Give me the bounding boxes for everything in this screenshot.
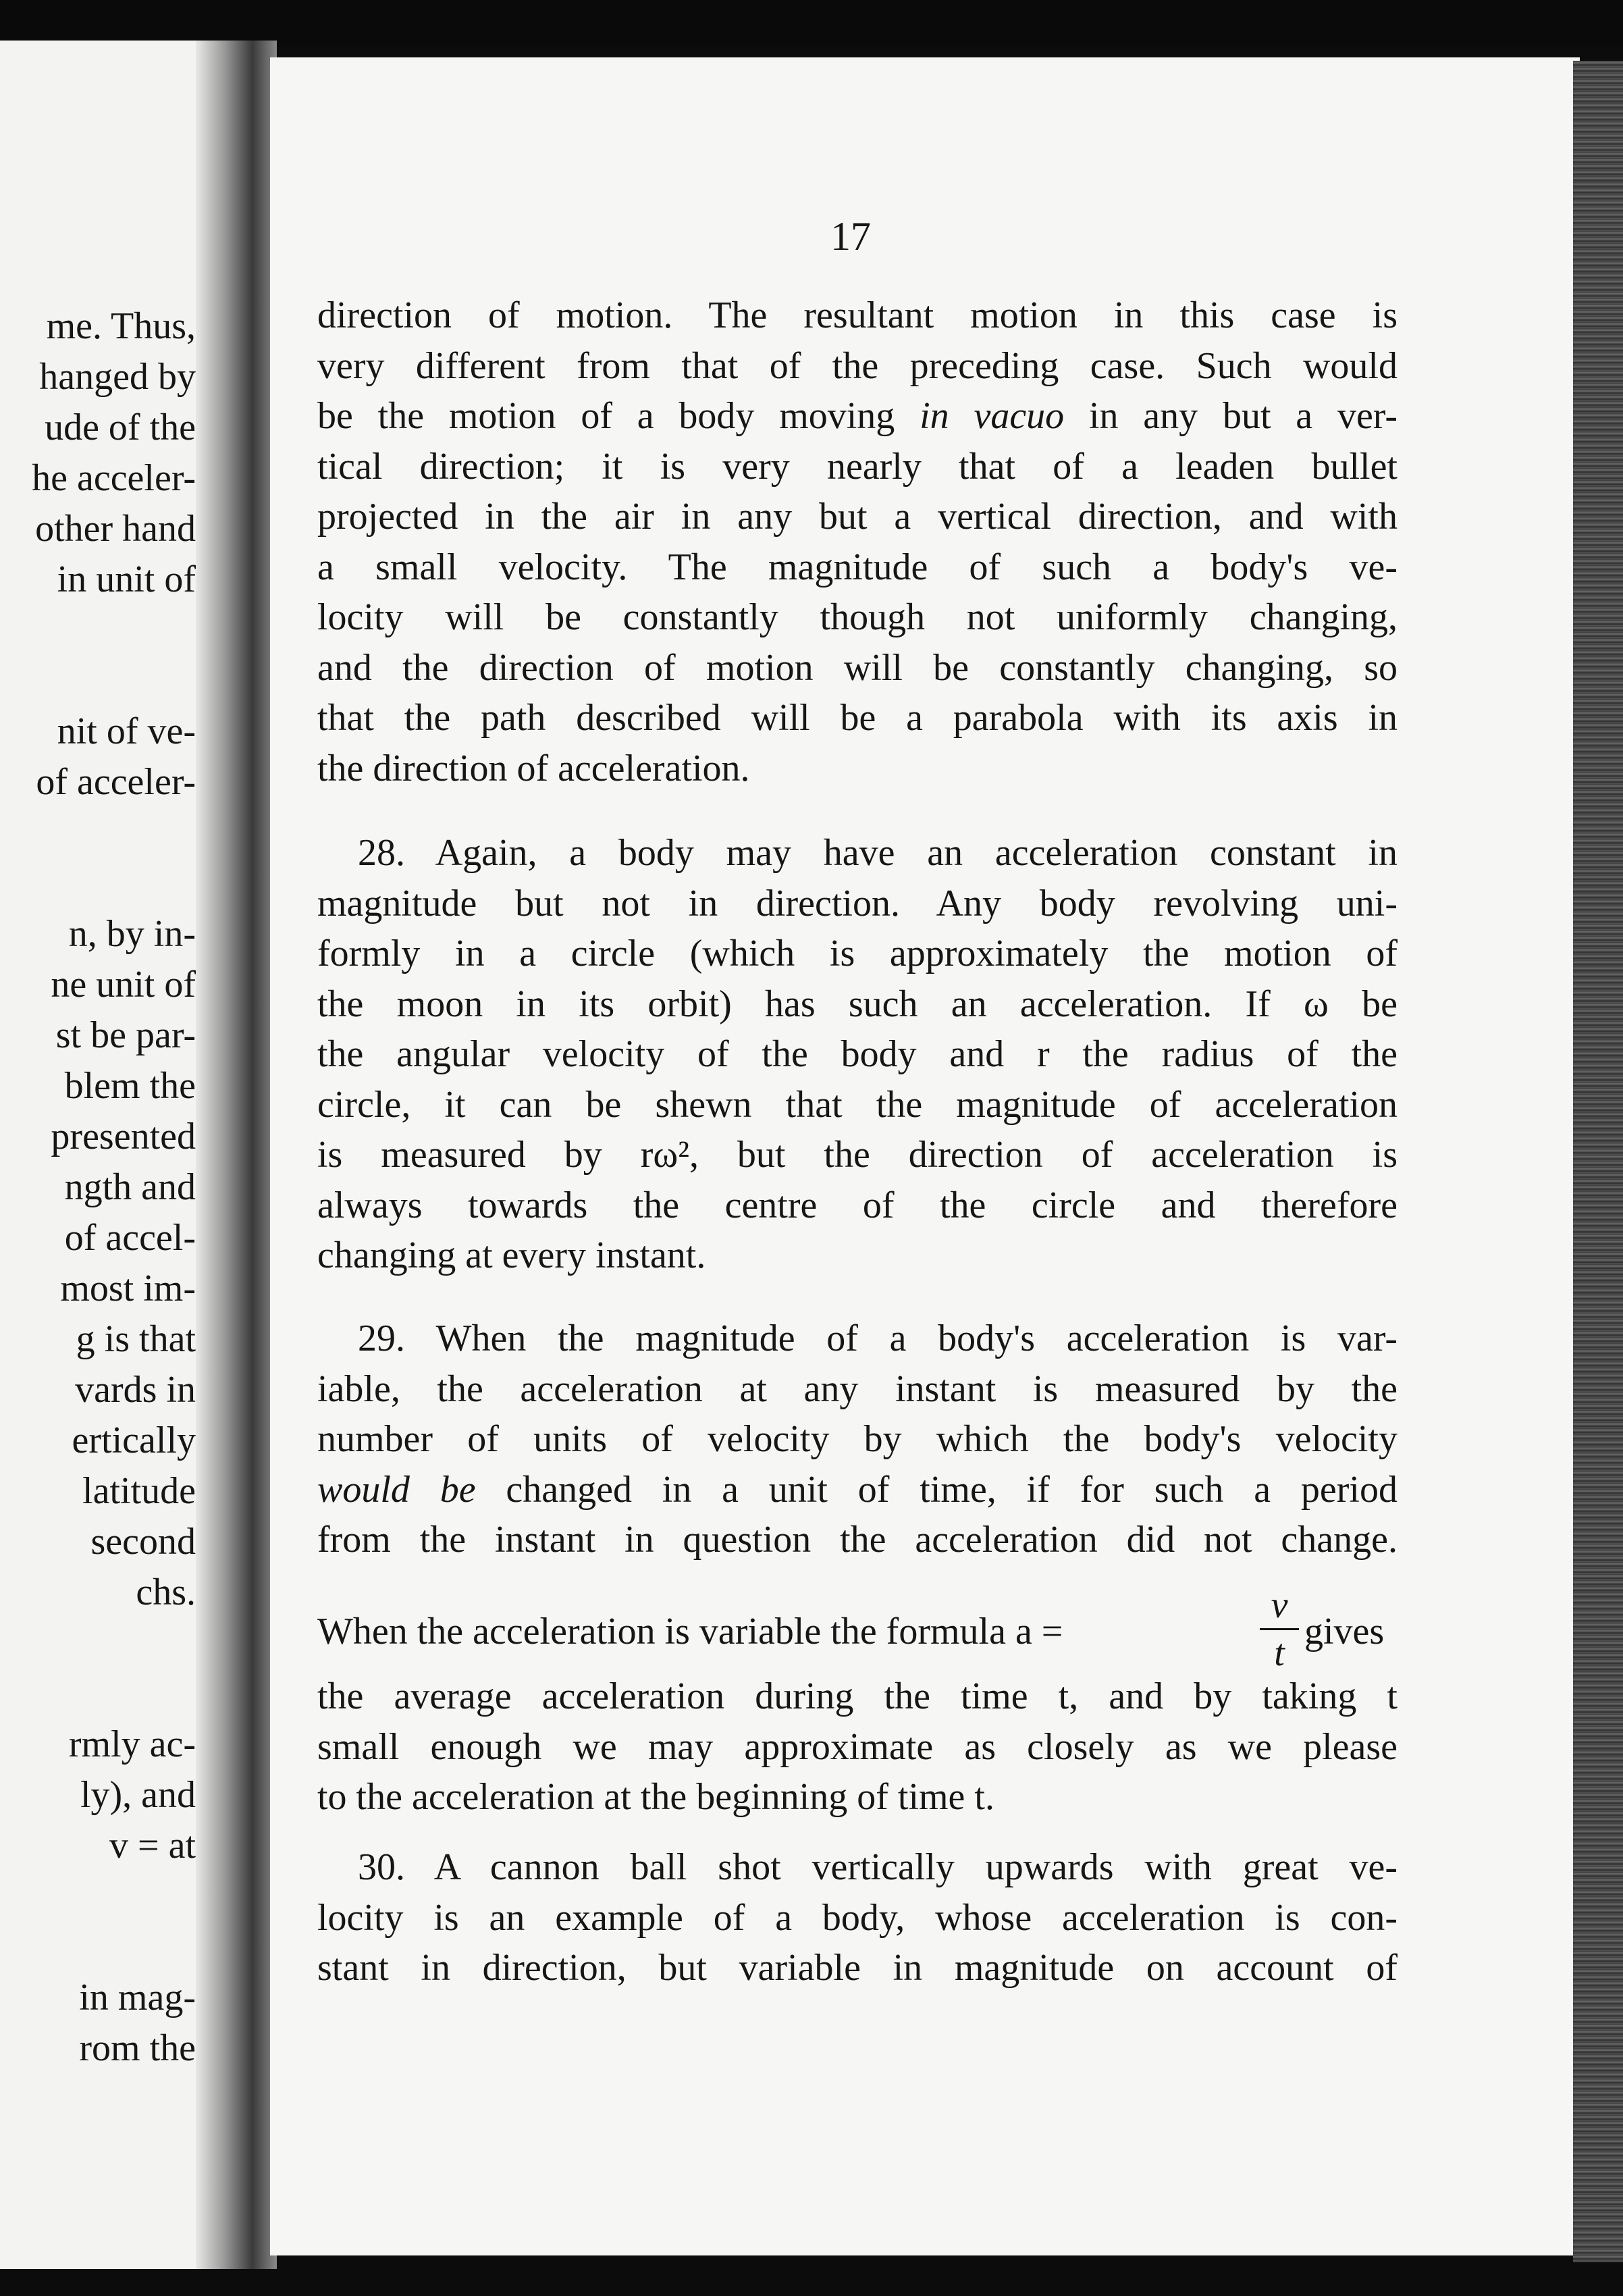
text-line: changing at every instant.: [317, 1234, 706, 1276]
facing-page-line: in unit of: [57, 558, 196, 600]
facing-page-line: most im-: [60, 1268, 196, 1309]
text-line: small enough we may approximate as closely as we please: [317, 1725, 1398, 1768]
facing-page-line: in mag-: [79, 1977, 196, 2018]
text-line: that the path described will be a parabola with its axis in: [317, 697, 1398, 739]
book-gutter: [196, 41, 277, 2269]
facing-page-line: of accel-: [64, 1217, 196, 1259]
formula-line: [317, 1570, 1398, 1685]
text-line: and the direction of motion will be constantly changing, so: [317, 646, 1398, 689]
facing-page-line: he acceler-: [32, 457, 196, 499]
text-segment: changed in a unit of time, if for such a period: [475, 1468, 1398, 1511]
facing-page-line: rom the: [79, 2027, 196, 2069]
facing-page-line: rmly ac-: [68, 1723, 196, 1765]
formula-lead-text: When the acceleration is variable the formula a =: [317, 1611, 1063, 1652]
facing-page-line: ngth and: [64, 1166, 196, 1208]
text-line: the average acceleration during the time t, and by taking t: [317, 1675, 1398, 1717]
text-segment: in any but a ver-: [1064, 395, 1398, 437]
facing-page-line: other hand: [35, 508, 196, 550]
text-line: [317, 1465, 1398, 1515]
text-line: magnitude but not in direction. Any body revolving uni-: [317, 882, 1398, 924]
facing-page-line: v = at: [109, 1825, 196, 1867]
text-line: formly in a circle (which is approximately the motion of: [317, 933, 1398, 974]
paragraph-28: [317, 828, 1398, 1281]
fraction-v-over-t: [1256, 1585, 1303, 1673]
text-line: a small velocity. The magnitude of such a body's ve-: [317, 546, 1398, 588]
paragraph-29: [317, 1313, 1398, 1565]
text-line: number of units of velocity by which the body's velocity: [317, 1418, 1398, 1460]
formula-tail-text: gives: [1304, 1611, 1385, 1652]
text-line: very different from that of the preceding case. Such would: [317, 344, 1398, 387]
facing-page-line: presented: [51, 1116, 196, 1157]
page-number: 17: [830, 214, 871, 259]
facing-page-line: nit of ve-: [57, 710, 196, 752]
text-line: locity will be constantly though not uniformly changing,: [317, 596, 1398, 638]
text-line: the direction of acceleration.: [317, 747, 750, 789]
facing-page-line: chs.: [136, 1571, 196, 1613]
text-line: tical direction; it is very nearly that of a leaden bullet: [317, 445, 1398, 488]
paragraph-30: [317, 1842, 1398, 1993]
text-line: is measured by rω², but the direction of acceleration is: [317, 1134, 1398, 1176]
fraction-denominator: t: [1274, 1632, 1285, 1674]
text-line: from the instant in question the acceleration did not change.: [317, 1519, 1398, 1561]
facing-page-line: st be par-: [55, 1014, 196, 1056]
facing-page-line: me. Thus,: [46, 305, 196, 347]
text-line: 30. A cannon ball shot vertically upwards with great ve-: [358, 1846, 1398, 1888]
facing-page-line: ly), and: [80, 1774, 196, 1816]
text-line: circle, it can be shewn that the magnitude of acceleration: [317, 1083, 1398, 1126]
fraction-numerator: v: [1271, 1584, 1288, 1626]
text-line: always towards the centre of the circle and therefore: [317, 1184, 1398, 1226]
italic-phrase: in vacuo: [920, 395, 1065, 437]
facing-page-line: vards in: [75, 1369, 196, 1411]
facing-page-line: ne unit of: [51, 964, 196, 1006]
text-line: 28. Again, a body may have an acceleration constant in: [358, 832, 1398, 874]
italic-phrase: would be: [317, 1468, 476, 1511]
text-line: 29. When the magnitude of a body's acceleration is var-: [358, 1317, 1398, 1359]
text-line: iable, the acceleration at any instant is measured by the: [317, 1367, 1398, 1410]
facing-page-line: n, by in-: [68, 913, 196, 955]
text-line: stant in direction, but variable in magnitude on account of: [317, 1947, 1398, 1989]
facing-page-line: latitude: [82, 1470, 196, 1512]
formula-paragraph-continuation: [317, 1671, 1398, 1823]
fraction-bar: [1260, 1628, 1299, 1630]
text-segment: be the motion of a body moving: [317, 395, 920, 437]
page-edge: [1573, 61, 1623, 2262]
text-line: the angular velocity of the body and r the radius of the: [317, 1033, 1398, 1075]
text-line: the moon in its orbit) has such an acceleration. If ω be: [317, 983, 1398, 1025]
facing-page-line: of acceler-: [36, 761, 196, 803]
paragraph-27-continuation: [317, 290, 1398, 793]
facing-page-line: second: [90, 1521, 196, 1563]
text-line: [317, 391, 1398, 442]
text-line: projected in the air in any but a vertical direction, and with: [317, 496, 1398, 538]
facing-page-line: g is that: [76, 1318, 196, 1360]
text-line: direction of motion. The resultant motion in this case is: [317, 294, 1398, 336]
facing-page-line: blem the: [64, 1065, 196, 1107]
text-line: locity is an example of a body, whose acceleration is con-: [317, 1896, 1398, 1939]
text-line: to the acceleration at the beginning of time t.: [317, 1776, 994, 1818]
facing-page-line: ertically: [72, 1419, 196, 1461]
facing-page-line: ude of the: [45, 407, 196, 448]
facing-page-line: hanged by: [39, 356, 196, 398]
